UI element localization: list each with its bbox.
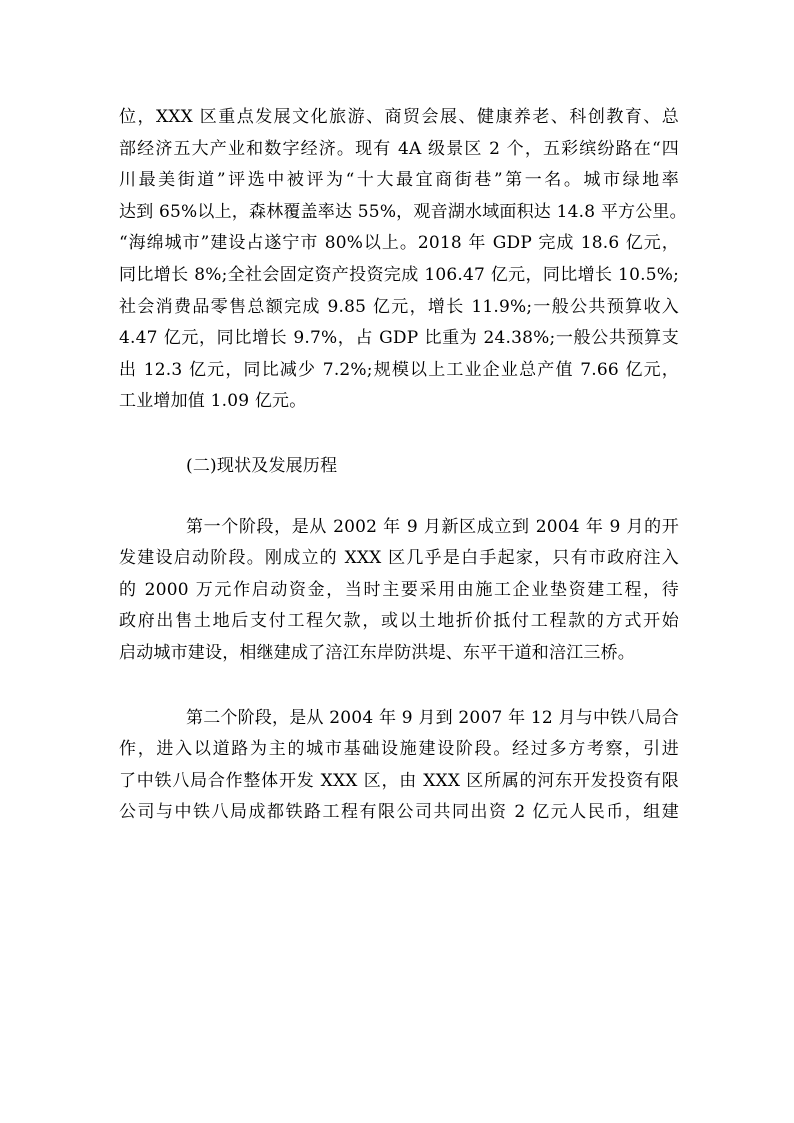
- text-line: 启动城市建设，相继建成了涪江东岸防洪堤、东平干道和涪江三桥。: [119, 642, 635, 663]
- text-line: 川最美街道”评选中被评为“十大最宜商街巷”第一名。城市绿地率: [119, 170, 679, 191]
- paragraph-economy-overview: [119, 102, 687, 418]
- text-line: 发建设启动阶段。刚成立的 XXX 区几乎是白手起家，只有市政府注入: [119, 548, 679, 569]
- paragraph-stage-one: [119, 512, 679, 670]
- text-line: 社会消费品零售总额完成 9.85 亿元，增长 11.9%;一般公共预算收入: [119, 296, 679, 317]
- text-line: 的 2000 万元作启动资金，当时主要采用由施工企业垫资建工程，待: [119, 579, 679, 600]
- text-line: 第一个阶段，是从 2002 年 9 月新区成立到 2004 年 9 月的开: [186, 516, 679, 537]
- text-line: 了中铁八局合作整体开发 XXX 区，由 XXX 区所属的河东开发投资有限: [119, 770, 679, 791]
- document-body: [119, 102, 687, 829]
- text-line: 作，进入以道路为主的城市基础设施建设阶段。经过多方考察，引进: [119, 739, 679, 760]
- text-line: “海绵城市”建设占遂宁市 80%以上。2018 年 GDP 完成 18.6 亿元，: [119, 233, 679, 254]
- section-heading: (二)现状及发展历程: [186, 455, 338, 476]
- text-line: 部经济五大产业和数字经济。现有 4A 级景区 2 个，五彩缤纷路在“四: [119, 138, 679, 159]
- text-line: 同比增长 8%;全社会固定资产投资完成 106.47 亿元，同比增长 10.5%;: [119, 264, 679, 285]
- text-line: 出 12.3 亿元，同比减少 7.2%;规模以上工业企业总产值 7.66 亿元，: [119, 359, 679, 380]
- text-line: 政府出售土地后支付工程欠款，或以土地折价抵付工程款的方式开始: [119, 611, 679, 632]
- text-line: 达到 65%以上，森林覆盖率达 55%，观音湖水域面积达 14.8 平方公里。: [119, 201, 687, 222]
- text-line: 第二个阶段，是从 2004 年 9 月到 2007 年 12 月与中铁八局合: [186, 707, 679, 728]
- text-line: 4.47 亿元，同比增长 9.7%，占 GDP 比重为 24.38%;一般公共预算支: [119, 328, 679, 349]
- paragraph-stage-two: [119, 703, 679, 829]
- paragraph-spacer: [119, 418, 679, 451]
- text-line: 位，XXX 区重点发展文化旅游、商贸会展、健康养老、科创教育、总: [119, 107, 679, 127]
- text-line: 公司与中铁八局成都铁路工程有限公司共同出资 2 亿元人民币，组建: [119, 802, 679, 823]
- paragraph-spacer: [119, 670, 679, 703]
- text-line: 工业增加值 1.09 亿元。: [119, 391, 307, 412]
- paragraph-spacer: [119, 483, 679, 512]
